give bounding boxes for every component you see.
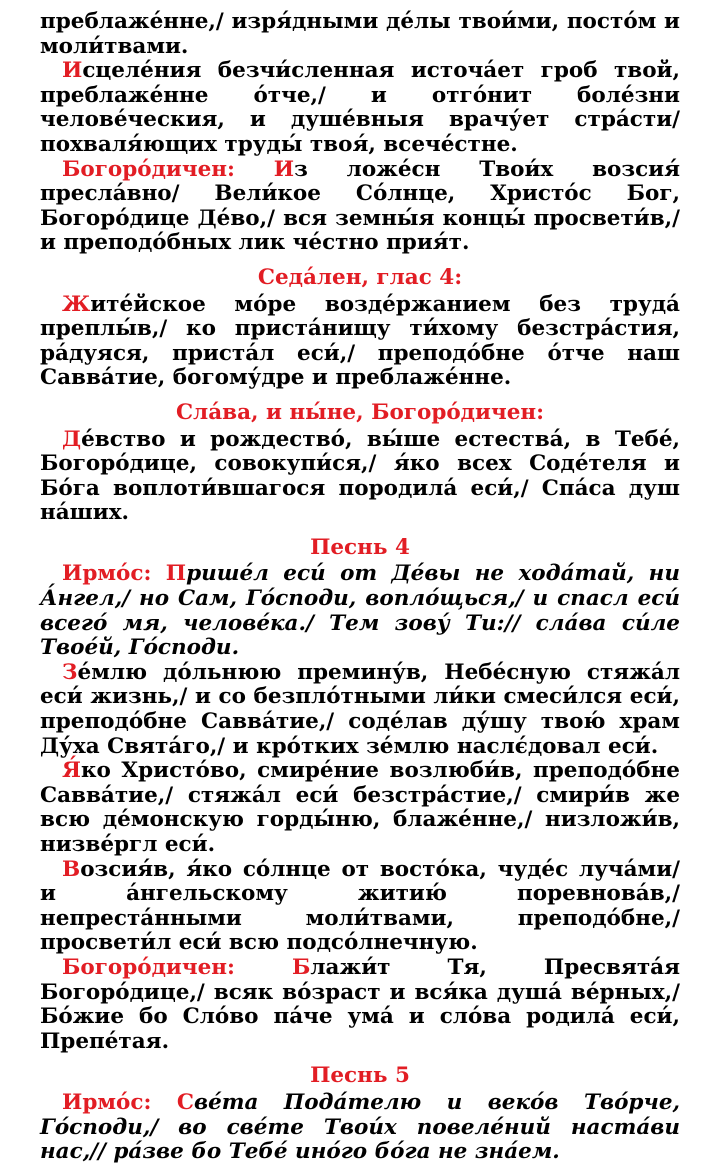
rubric-text: В bbox=[62, 856, 81, 882]
verse-text: з ложе́сн Твои́х возсия́ пресла́вно/ Вели́кое Со́лнце, Христо́с Бог, Богоро́дице Де́во,/ вся земны́я концы́ просвети́в,/ и преподо́бных лик че́стно прия́т. bbox=[40, 156, 680, 256]
verse-text: е́млю до́льнюю премину́в, Небе́сную стяжа́л еси́ жизнь,/ и со безпло́тными ли́ки смеси́лся еси́, преподо́бне Савва́тие,/ соде́лав ду́шу твою́ храм Ду́ха Свята́го,/ и кро́тких зе́млю наслє́довал еси́. bbox=[40, 659, 680, 759]
text-paragraph bbox=[40, 1091, 680, 1165]
rubric-text: З bbox=[62, 659, 78, 685]
rubric-text: Ирмо́с: С bbox=[62, 1089, 194, 1115]
text-paragraph bbox=[40, 428, 680, 526]
rubric-text: Ирмо́с: П bbox=[62, 561, 187, 587]
text-paragraph bbox=[40, 10, 680, 59]
text-paragraph bbox=[40, 759, 680, 857]
verse-text: ве́та Пода́телю и веко́в Тво́рче, Го́споди,/ во све́те Твои́х повеле́ний наста́ви нас,// ра́зве бо Тебе́ ино́го бо́га не зна́ем. bbox=[40, 1089, 680, 1165]
text-paragraph bbox=[40, 956, 680, 1054]
section-heading: Песнь 4 bbox=[310, 534, 410, 560]
verse-text: ко Христо́во, смире́ние возлюби́в, преподо́бне Савва́тие,/ стяжа́л еси́ безстра́стие,/ смири́в же всю де́монскую горды́ню, блаже́нне,/ низложи́в, низве́ргл еси́. bbox=[40, 758, 680, 857]
rubric-text: Ж bbox=[62, 291, 91, 317]
text-paragraph bbox=[40, 858, 680, 956]
verse-text: сцеле́ния безчи́сленная источа́ет гроб твой, преблаже́нне о́тче,/ и отго́нит боле́зни челове́ческия, и душе́вныя врачу́ет стра́сти/ похваля́ющих труды́ твоя́, всече́стне. bbox=[40, 58, 680, 157]
text-paragraph bbox=[40, 661, 680, 759]
rubric-text: Я́ bbox=[62, 758, 81, 784]
text-paragraph bbox=[40, 293, 680, 391]
verse-text: преблаже́нне,/ изря́дными де́лы твои́ми, посто́м и моли́твами. bbox=[40, 9, 680, 59]
rubric-text: Д bbox=[62, 426, 82, 452]
section-heading: Седа́лен, глас 4: bbox=[257, 264, 463, 290]
rubric-text: Богоро́дичен: Б bbox=[62, 954, 311, 980]
verse-text: рише́л еси́ от Де́вы не хода́тай, ни А́нгел,/ но Сам, Го́споди, вопло́щься,/ и спасл еси́ всего́ мя, челове́ка./ Тем зову́ Ти:// сла́ва си́ле Твое́й, Го́споди. bbox=[40, 561, 680, 661]
rubric-text: И bbox=[62, 58, 83, 84]
section-heading: Песнь 5 bbox=[310, 1063, 410, 1089]
verse-text: ите́йское мо́ре возде́ржанием без труда́ преплы́в,/ ко приста́нищу ти́хому безстра́стия, ра́дуяся, приста́л еси́,/ преподо́бне о́тче наш Савва́тие, богому́дре и преблаже́нне. bbox=[40, 291, 680, 391]
rubric-text: Богоро́дичен: И bbox=[62, 156, 295, 182]
verse-text: лажи́т Тя, Пресвята́я Богоро́дице,/ всяк во́зраст и вся́ка душа́ ве́рных,/ Бо́жие бо Сло́во па́че ума́ и сло́ва родила́ еси́, Препе́тая. bbox=[40, 954, 680, 1054]
text-paragraph bbox=[40, 562, 680, 660]
text-paragraph bbox=[40, 158, 680, 256]
text-paragraph bbox=[40, 59, 680, 157]
verse-text: е́вство и рождество́, вы́ше естества́, в Тебе́, Богоро́дице, совокупи́ся,/ я́ко всех Соде́теля и Бо́га воплоти́вшагося породила́ еси́,/ Спа́са душ на́ших. bbox=[40, 426, 680, 526]
text-body bbox=[40, 10, 680, 1165]
verse-text: озсия́в, я́ко со́лнце от восто́ка, чуде́с луча́ми/ и а́нгельскому житию́ поревнова́в,/ непреста́нными моли́твами, преподо́бне,/ просвети́л еси́ всю подсо́лнечную. bbox=[40, 856, 680, 956]
section-heading: Сла́ва, и ны́не, Богоро́дичен: bbox=[175, 399, 545, 425]
